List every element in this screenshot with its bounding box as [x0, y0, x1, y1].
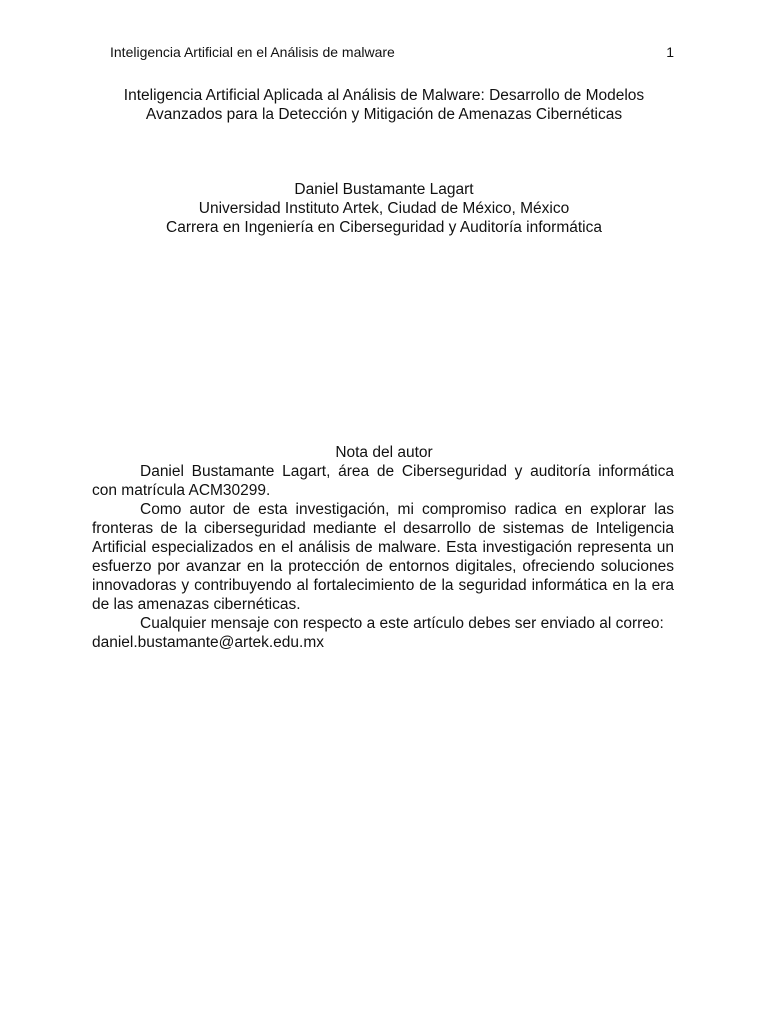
- title-line-2: Avanzados para la Detección y Mitigación de Amenazas Cibernéticas: [145, 106, 623, 123]
- author-block: [60, 180, 708, 237]
- title-line-1: Inteligencia Artificial Aplicada al Análisis de Malware: Desarrollo de Modelos: [123, 87, 645, 104]
- author-note-paragraph-2: Como autor de esta investigación, mi compromiso radica en explorar las fronteras de la ciberseguridad mediante el desarrollo de sistemas de Inteligencia Artificial especializados en el análisis de malware. Esta investigación representa un esfuerzo por avanzar en la protección de entornos digitales, ofreciendo soluciones innovadoras y contribuyendo al fortalecimiento de la seguridad informática en la era de las amenazas cibernéticas.: [92, 501, 674, 613]
- author-note-body: [92, 462, 674, 652]
- paper-title: [60, 86, 708, 124]
- running-head: Inteligencia Artificial en el Análisis de malware: [110, 44, 395, 60]
- author-note-heading: Nota del autor: [335, 444, 433, 461]
- author-note-paragraph-1: Daniel Bustamante Lagart, área de Ciberseguridad y auditoría informática con matrícula ACM30299.: [92, 463, 674, 499]
- page-number: 1: [666, 44, 674, 60]
- contact-sentence: Cualquier mensaje con respecto a este artículo debes ser enviado al correo:: [140, 615, 664, 632]
- author-note-paragraph-3: [92, 614, 674, 652]
- author-email[interactable]: daniel.bustamante@artek.edu.mx: [92, 634, 325, 651]
- author-affiliation: Universidad Instituto Artek, Ciudad de México, México: [198, 200, 570, 217]
- author-program: Carrera en Ingeniería en Ciberseguridad y Auditoría informática: [166, 219, 602, 236]
- author-name: Daniel Bustamante Lagart: [294, 181, 474, 198]
